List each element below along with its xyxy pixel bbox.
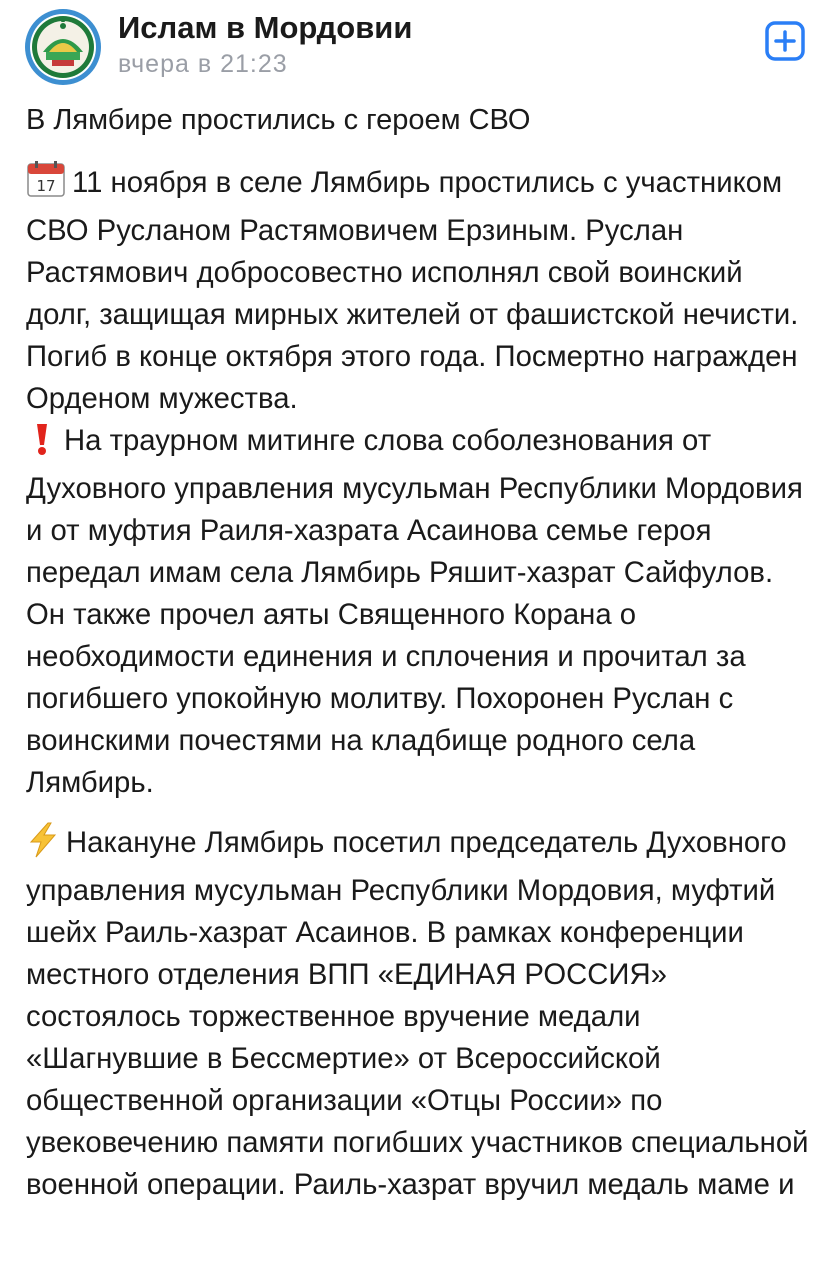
- paragraph-text: На траурном митинге слова соболезнования от Духовного управления мусульман Республики Мордовия и от муфтия Раиля-хазрата Асаинова семье героя передал имам села Лямбирь Ряшит-хазрат Сайфулов. Он также прочел аяты Священного Корана о необходимости единения и сплочения и прочитал за погибшего упокойную молитву. Похоронен Руслан с воинскими почестями на кладбище родного села Лямбирь.: [26, 424, 803, 799]
- svg-text:17: 17: [36, 177, 56, 195]
- post-header: [0, 0, 824, 92]
- paragraph-text: 11 ноября в селе Лямбирь простились с участником СВО Русланом Растямовичем Ерзиным. Руслан Растямович добросовестно исполнял свой воинский долг, защищая мирных жителей от фашистской нечисти. Погиб в конце октября этого года. Посмертно награжден Орденом мужества.: [26, 166, 799, 415]
- exclamation-icon: [34, 422, 50, 468]
- channel-name[interactable]: Ислам в Мордовии: [118, 10, 413, 45]
- paragraph-text: Накануне Лямбирь посетил председатель Духовного управления мусульман Республики Мордовия, муфтий шейх Раиль-хазрат Асаинов. В рамках конференции местного отделения ВПП «ЕДИНАЯ РОССИЯ» состоялось торжественное вручение медали «Шагнувшие в Бессмертие» от Всероссийской общественной организации «Отцы России» по увековечению памяти погибших участников специальной военной операции. Раиль-хазрат вручил медаль маме и: [26, 826, 809, 1201]
- paragraph-memorial: [26, 160, 811, 420]
- post-timestamp: вчера в 21:23: [118, 50, 288, 78]
- paragraph-medal: [26, 822, 811, 1206]
- post-body: [26, 160, 811, 1206]
- subscribe-button[interactable]: [764, 20, 806, 62]
- plus-square-icon: [764, 20, 806, 62]
- post-title: В Лямбире простились с героем СВО: [26, 104, 531, 136]
- lightning-icon: [26, 822, 60, 870]
- channel-avatar[interactable]: [24, 8, 102, 86]
- calendar-icon: [26, 160, 66, 210]
- mosque-emblem-icon: [24, 8, 102, 86]
- paragraph-rally: [26, 420, 811, 804]
